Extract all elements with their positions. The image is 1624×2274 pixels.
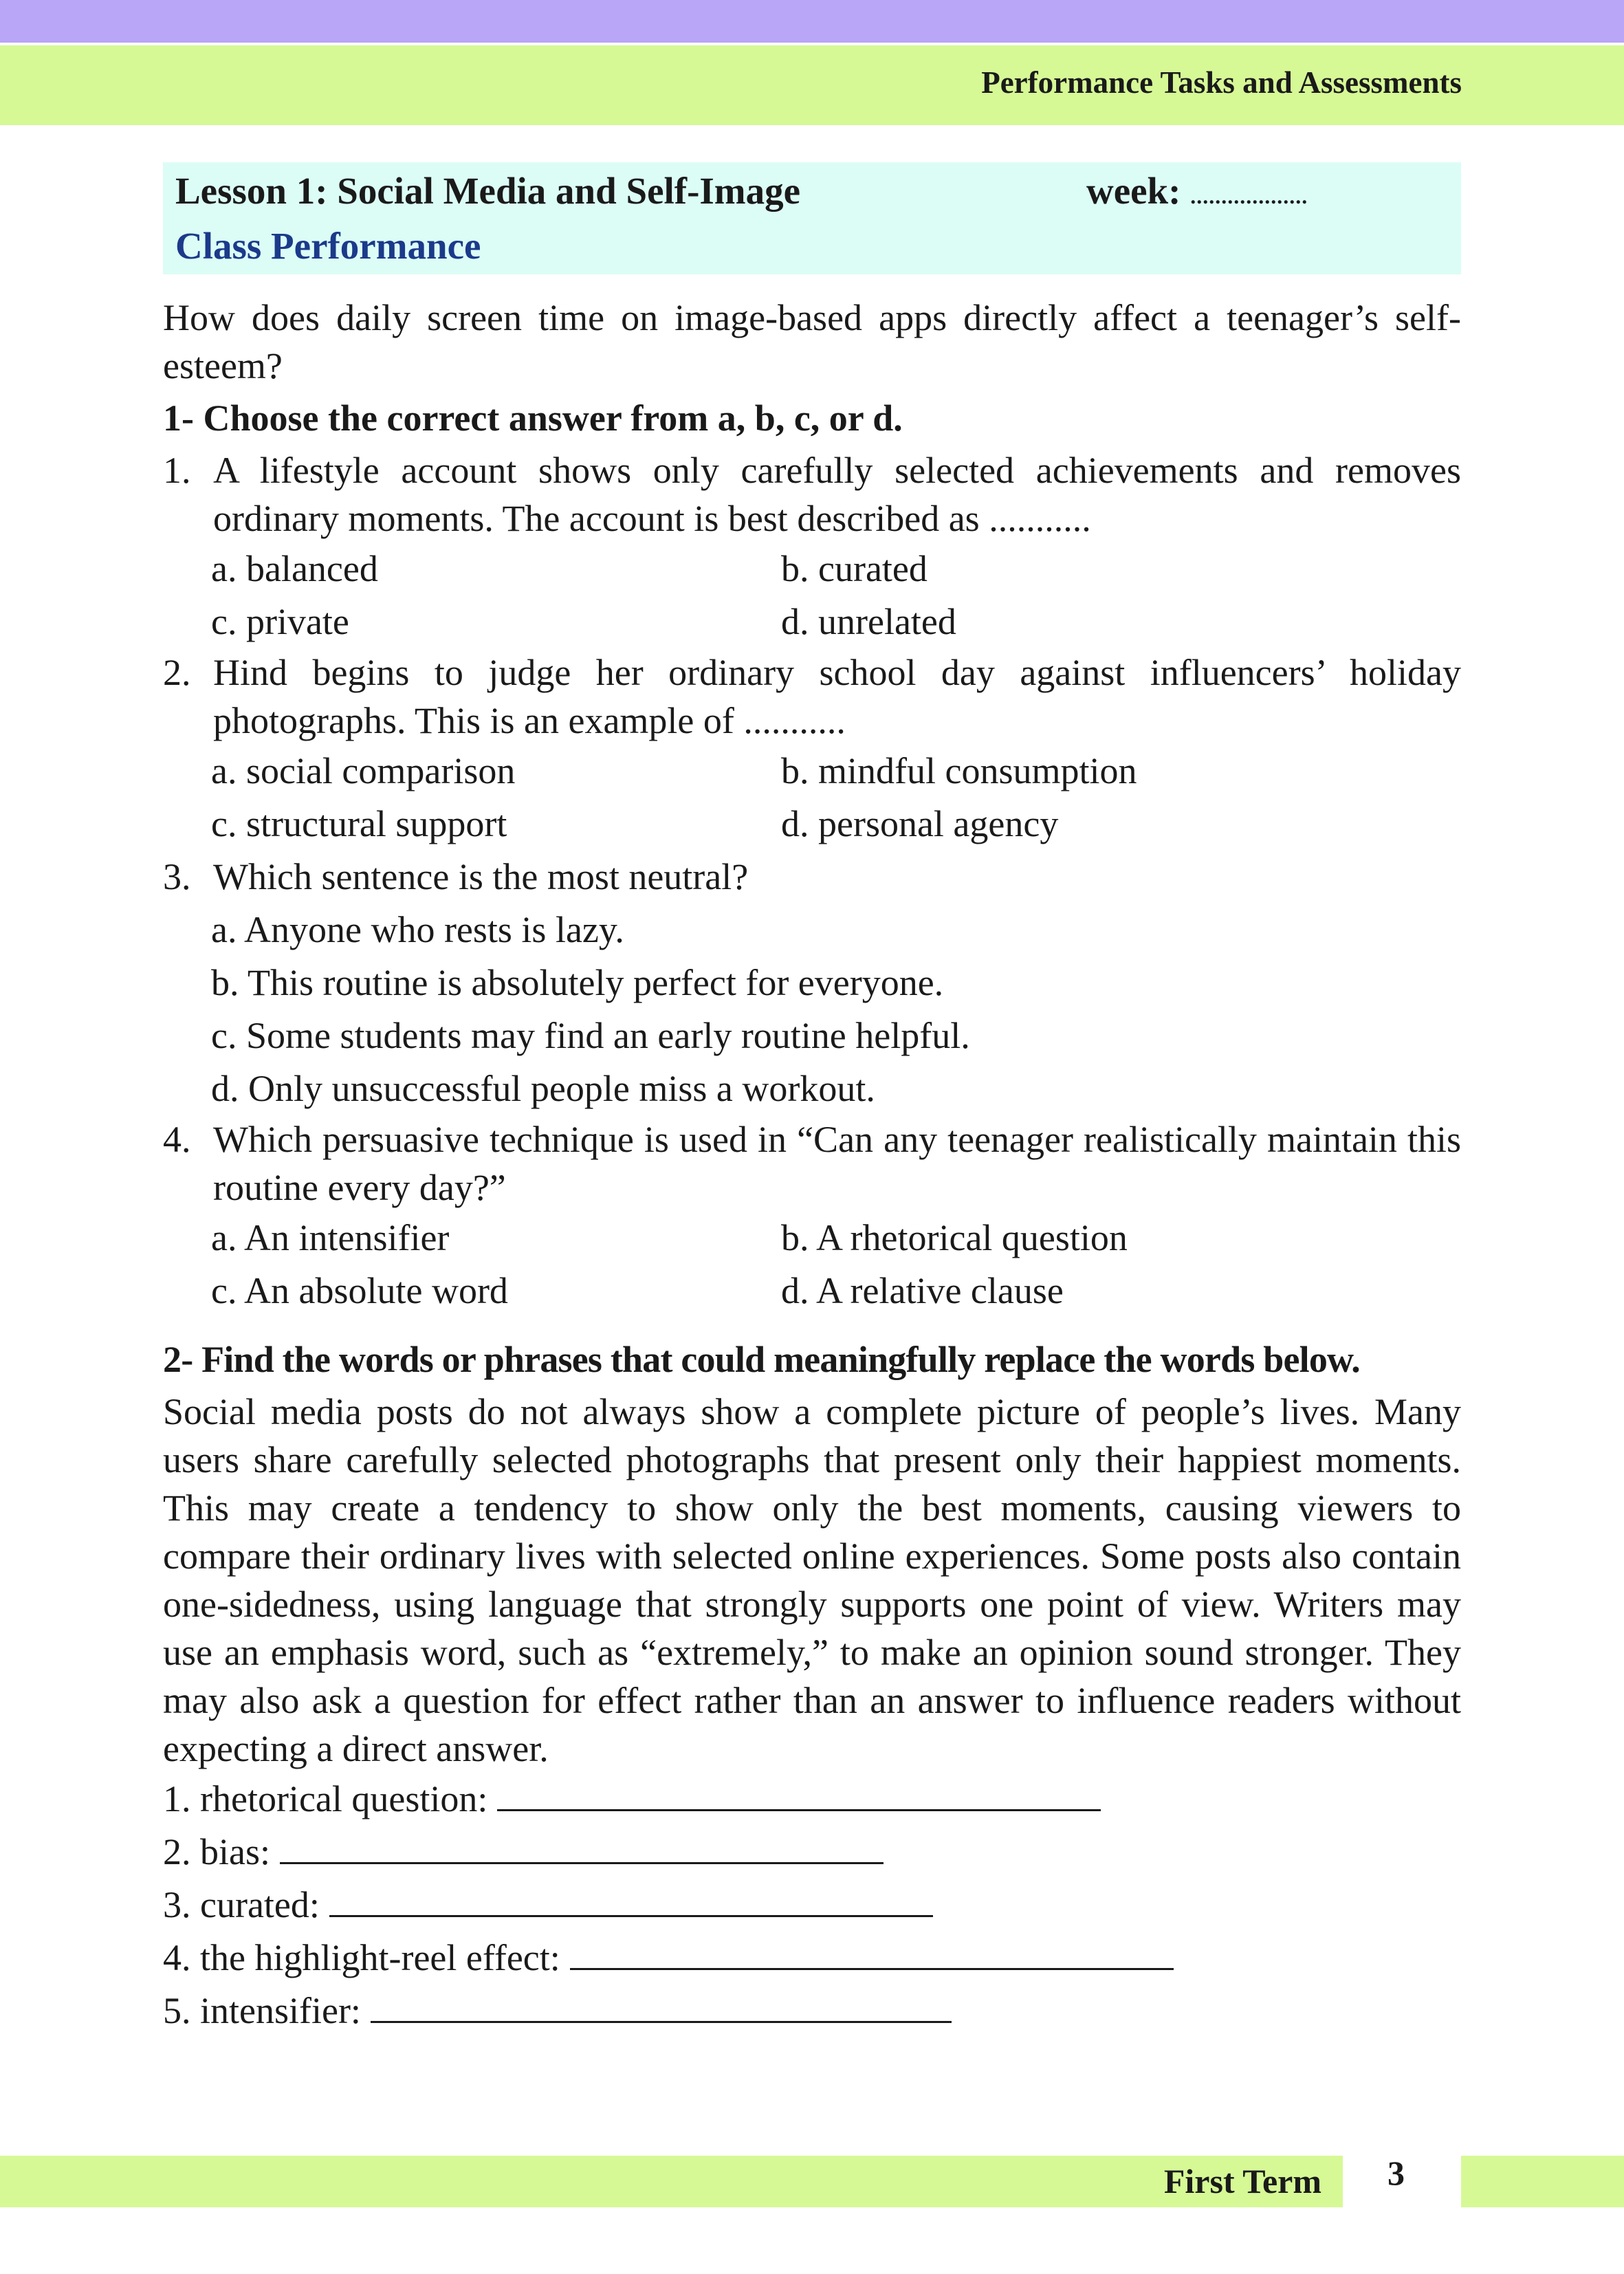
footer-band-right [1461, 2156, 1624, 2207]
option-d[interactable]: d. A relative clause [781, 1270, 1064, 1311]
option-a[interactable]: a. Anyone who rests is lazy. [211, 909, 624, 950]
option-a[interactable]: a. social comparison [211, 750, 516, 791]
lesson-header-box [163, 162, 1461, 274]
worksheet-content [163, 294, 1461, 2037]
question-number: 2. [163, 652, 191, 693]
option-b[interactable]: b. This routine is absolutely perfect for everyone. [211, 962, 944, 1003]
answer-blank[interactable] [570, 1934, 1174, 1970]
vocab-term: 2. bias: [163, 1831, 270, 1872]
question-text: Hind begins to judge her ordinary school day against influencers’ holiday photographs. This is an example of ........... [213, 652, 1461, 741]
page-number: 3 [1387, 2154, 1405, 2192]
option-a[interactable]: a. balanced [211, 548, 378, 589]
question-1 [163, 446, 1461, 543]
vocab-term: 1. rhetorical question: [163, 1778, 488, 1819]
week-blank: ................... [1190, 184, 1308, 208]
part2-passage: Social media posts do not always show a complete picture of people’s lives. Many users share carefully selected photographs that present only their happiest moments. This may create a tendency to show only the best moments, causing viewers to compare their ordinary lives with selected online experiences. Some posts also contain one-sidedness, using language that strongly supports one point of view. Writers may use an emphasis word, such as “extremely,” to make an opinion sound stronger. They may also ask a question for effect rather than an answer to influence readers without expecting a direct answer. [163, 1391, 1461, 1769]
question-2 [163, 648, 1461, 745]
option-d[interactable]: d. unrelated [781, 601, 956, 642]
vocab-item-5 [163, 1985, 1461, 2037]
option-d[interactable]: d. Only unsuccessful people miss a workout. [211, 1068, 875, 1109]
answer-blank[interactable] [280, 1828, 884, 1864]
footer-band [0, 2156, 1343, 2207]
question-3 [163, 851, 1461, 904]
section-title: Class Performance [175, 225, 481, 267]
question-4 [163, 1115, 1461, 1212]
answer-blank[interactable] [497, 1775, 1101, 1811]
vocab-term: 3. curated: [163, 1884, 320, 1925]
question-number: 4. [163, 1119, 191, 1160]
question-text: Which sentence is the most neutral? [213, 856, 749, 897]
question-number: 3. [163, 856, 191, 897]
question-number: 1. [163, 450, 191, 491]
question-2-options [163, 745, 1461, 851]
question-1-options [163, 543, 1461, 648]
intro-question: How does daily screen time on image-based apps directly affect a teenager’s self-esteem? [163, 297, 1461, 386]
option-d[interactable]: d. personal agency [781, 803, 1059, 844]
week-label: week: [1086, 170, 1181, 212]
question-3-options [163, 904, 1461, 1115]
vocab-item-4 [163, 1932, 1461, 1985]
lesson-title: Lesson 1: Social Media and Self-Image [175, 170, 801, 212]
answer-blank[interactable] [371, 1987, 952, 2023]
vocab-term: 5. intensifier: [163, 1990, 361, 2031]
option-c[interactable]: c. An absolute word [211, 1270, 508, 1311]
question-4-options [163, 1212, 1461, 1318]
footer-term: First Term [1163, 2162, 1321, 2200]
week-field [1086, 164, 1308, 223]
vocab-item-1 [163, 1773, 1461, 1826]
answer-blank[interactable] [329, 1881, 933, 1917]
option-c[interactable]: c. Some students may find an early routine helpful. [211, 1015, 970, 1056]
option-c[interactable]: c. structural support [211, 803, 507, 844]
option-b[interactable]: b. mindful consumption [781, 750, 1137, 791]
question-text: Which persuasive technique is used in “Can any teenager realistically maintain this routine every day?” [213, 1119, 1461, 1208]
option-b[interactable]: b. curated [781, 548, 928, 589]
vocab-item-2 [163, 1826, 1461, 1879]
part2-instruction: 2- Find the words or phrases that could meaningfully replace the words below. [163, 1339, 1360, 1380]
running-head: Performance Tasks and Assessments [981, 65, 1462, 100]
vocab-term: 4. the highlight-reel effect: [163, 1937, 560, 1978]
option-b[interactable]: b. A rhetorical question [781, 1217, 1128, 1258]
option-c[interactable]: c. private [211, 601, 349, 642]
vocab-item-3 [163, 1879, 1461, 1932]
question-text: A lifestyle account shows only carefully selected achievements and removes ordinary moments. The account is best described as ........... [213, 450, 1461, 539]
option-a[interactable]: a. An intensifier [211, 1217, 450, 1258]
top-color-band [0, 0, 1624, 43]
part1-instruction: 1- Choose the correct answer from a, b, c, or d. [163, 397, 903, 439]
